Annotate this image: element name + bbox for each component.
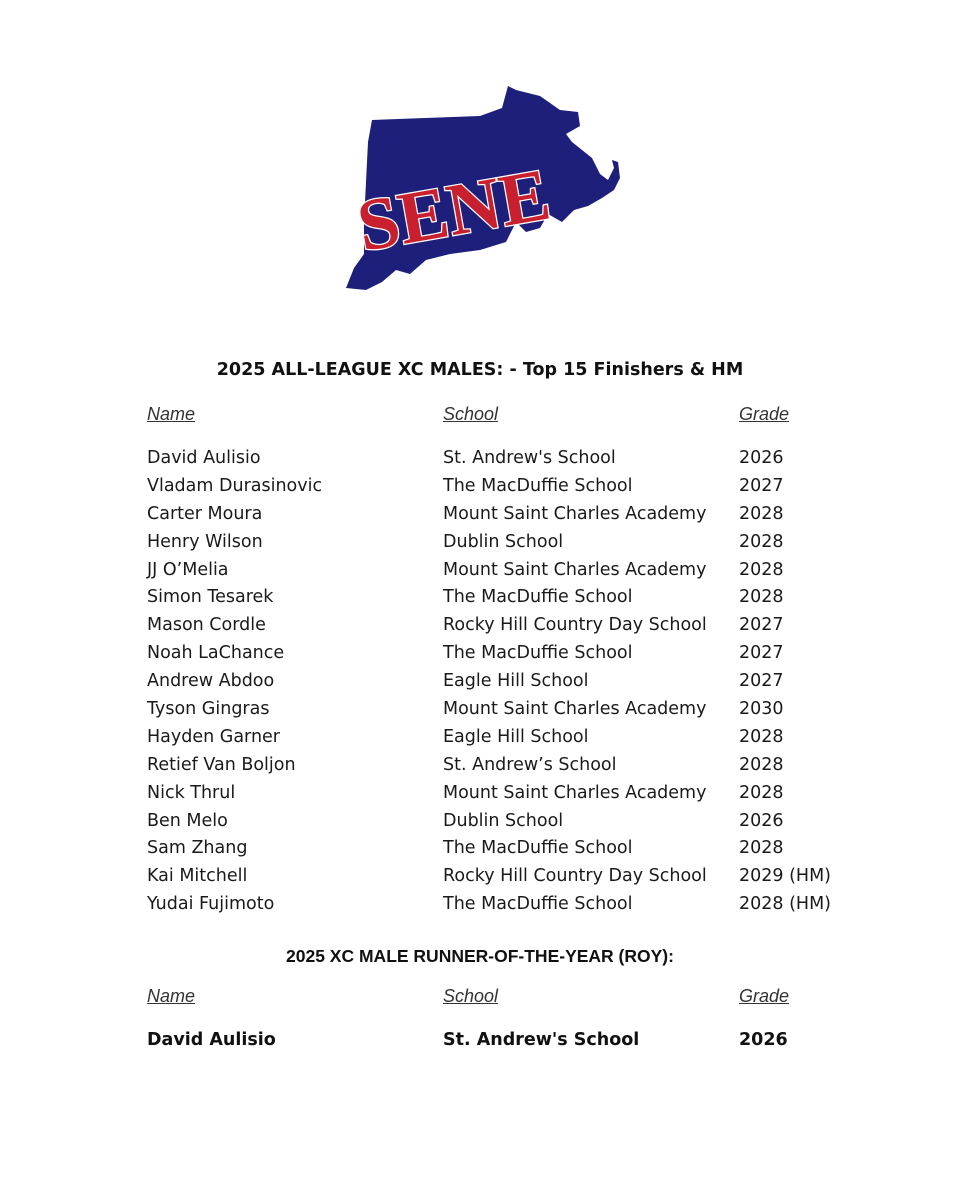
runner-name: Ben Melo bbox=[147, 810, 228, 831]
runner-name: JJ O’Melia bbox=[147, 559, 229, 580]
table-row bbox=[0, 585, 960, 613]
runner-school: Mount Saint Charles Academy bbox=[443, 559, 707, 580]
runner-grade: 2028 bbox=[739, 754, 784, 775]
runner-school: Mount Saint Charles Academy bbox=[443, 503, 707, 524]
runner-grade: 2030 bbox=[739, 699, 784, 720]
table-row bbox=[0, 864, 960, 892]
runner-name: Retief Van Boljon bbox=[147, 754, 296, 775]
table-row bbox=[0, 502, 960, 530]
runner-grade: 2027 bbox=[739, 671, 784, 692]
grade-column-header: Grade bbox=[739, 404, 790, 424]
runner-name: Yudai Fujimoto bbox=[147, 894, 275, 915]
runner-school: Eagle Hill School bbox=[443, 726, 589, 747]
roy-winner-row bbox=[0, 1030, 960, 1056]
all-league-results-list bbox=[0, 446, 960, 920]
runner-grade: 2028 bbox=[739, 559, 784, 580]
runner-grade: 2027 bbox=[739, 643, 784, 664]
runner-school: The MacDuffie School bbox=[443, 643, 633, 664]
table-row bbox=[0, 613, 960, 641]
table-row bbox=[0, 558, 960, 586]
runner-name: David Aulisio bbox=[147, 448, 261, 468]
runner-school: The MacDuffie School bbox=[443, 894, 633, 915]
runner-name: Vladam Durasinovic bbox=[147, 475, 323, 496]
runner-grade: 2026 bbox=[739, 448, 784, 468]
table-row bbox=[0, 697, 960, 725]
table-row bbox=[0, 892, 960, 920]
runner-grade: 2027 bbox=[739, 615, 784, 636]
runner-grade: 2027 bbox=[739, 475, 784, 496]
roy-winner-name: David Aulisio bbox=[147, 1030, 276, 1050]
runner-school: Eagle Hill School bbox=[443, 671, 589, 692]
all-league-title: 2025 ALL-LEAGUE XC MALES: - Top 15 Finishers & HM bbox=[216, 360, 744, 380]
runner-name: Noah LaChance bbox=[147, 643, 285, 664]
runner-school: Dublin School bbox=[443, 810, 564, 831]
table-row bbox=[0, 669, 960, 697]
table-row bbox=[0, 446, 960, 474]
roy-winner-school: St. Andrew's School bbox=[443, 1030, 640, 1050]
runner-grade: 2028 bbox=[739, 587, 784, 608]
runner-grade: 2028 (HM) bbox=[739, 894, 832, 915]
roy-title: 2025 XC MALE RUNNER-OF-THE-YEAR (ROY): bbox=[286, 946, 674, 966]
runner-grade: 2029 (HM) bbox=[739, 866, 832, 887]
table-row bbox=[0, 809, 960, 837]
table-row bbox=[0, 474, 960, 502]
runner-school: St. Andrew’s School bbox=[443, 754, 617, 775]
runner-name: Simon Tesarek bbox=[147, 587, 274, 608]
runner-school: The MacDuffie School bbox=[443, 838, 633, 859]
runner-school: St. Andrew's School bbox=[443, 448, 616, 468]
runner-school: Dublin School bbox=[443, 531, 564, 552]
runner-name: Carter Moura bbox=[147, 503, 263, 524]
runner-name: Henry Wilson bbox=[147, 531, 263, 552]
roy-winner-grade: 2026 bbox=[739, 1030, 788, 1050]
table-row bbox=[0, 753, 960, 781]
runner-grade: 2028 bbox=[739, 838, 784, 859]
runner-name: Sam Zhang bbox=[147, 838, 248, 859]
runner-grade: 2028 bbox=[739, 531, 784, 552]
runner-grade: 2028 bbox=[739, 726, 784, 747]
runner-name: Nick Thrul bbox=[147, 782, 236, 803]
sene-logo-text: SENE bbox=[351, 153, 557, 268]
runner-name: Kai Mitchell bbox=[147, 866, 248, 887]
table-row bbox=[0, 836, 960, 864]
runner-name: Andrew Abdoo bbox=[147, 671, 275, 692]
roy-grade-column-header: Grade bbox=[739, 986, 790, 1006]
table-row bbox=[0, 641, 960, 669]
runner-school: Mount Saint Charles Academy bbox=[443, 699, 707, 720]
roy-school-column-header: School bbox=[443, 986, 499, 1006]
runner-school: The MacDuffie School bbox=[443, 475, 633, 496]
school-column-header: School bbox=[443, 404, 499, 424]
name-column-header: Name bbox=[147, 404, 196, 424]
runner-school: The MacDuffie School bbox=[443, 587, 633, 608]
runner-school: Mount Saint Charles Academy bbox=[443, 782, 707, 803]
runner-grade: 2028 bbox=[739, 782, 784, 803]
table-row bbox=[0, 725, 960, 753]
runner-school: Rocky Hill Country Day School bbox=[443, 615, 707, 636]
table-row bbox=[0, 530, 960, 558]
roy-name-column-header: Name bbox=[147, 986, 196, 1006]
table-row bbox=[0, 781, 960, 809]
runner-grade: 2026 bbox=[739, 810, 784, 831]
sene-logo bbox=[330, 82, 630, 294]
runner-name: Tyson Gingras bbox=[147, 699, 270, 720]
runner-grade: 2028 bbox=[739, 503, 784, 524]
runner-school: Rocky Hill Country Day School bbox=[443, 866, 707, 887]
runner-name: Hayden Garner bbox=[147, 726, 280, 747]
runner-name: Mason Cordle bbox=[147, 615, 266, 636]
sene-map-graphic bbox=[330, 82, 630, 294]
